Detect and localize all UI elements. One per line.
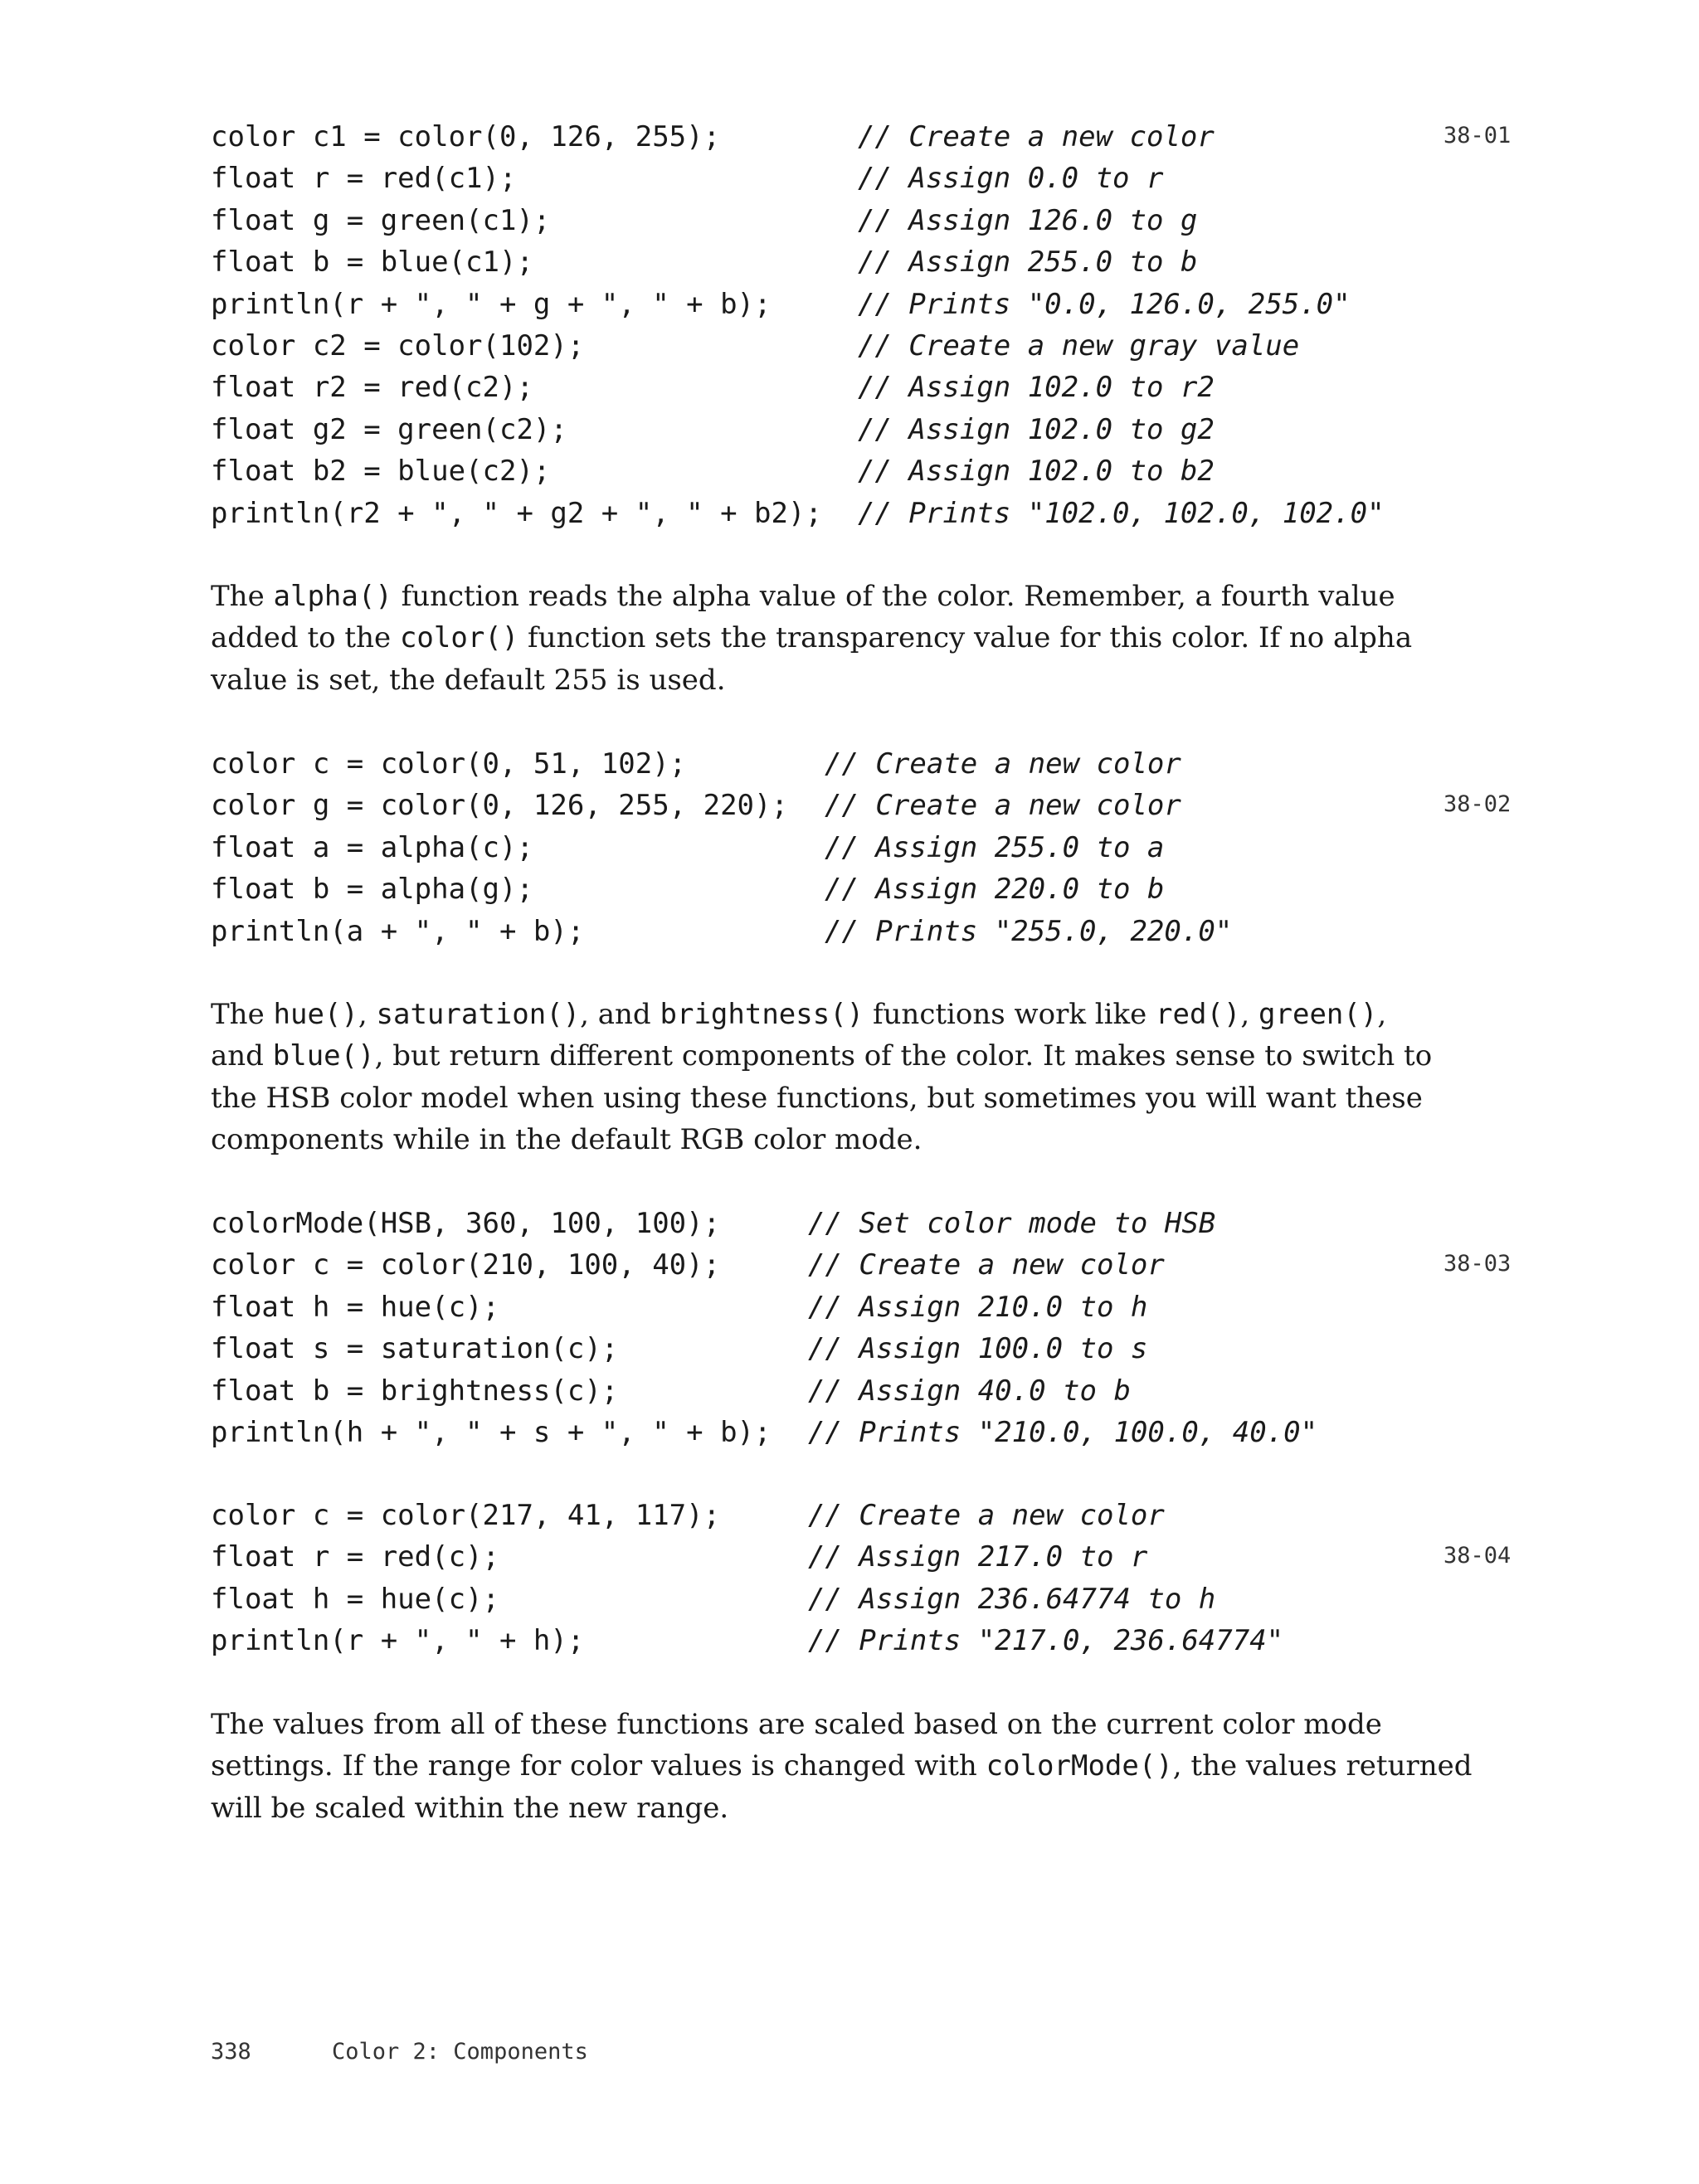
code-statement: float g = green(c1);	[211, 203, 551, 237]
code-comment: // Assign 255.0 to a	[825, 830, 1165, 864]
code-comment: // Assign 126.0 to g	[858, 203, 1198, 237]
code-statement: float h = hue(c);	[211, 1290, 499, 1324]
paragraph-line: value is set, the default 255 is used.	[211, 663, 726, 697]
code-statement: println(a + ", " + b);	[211, 914, 585, 948]
code-comment: // Prints "217.0, 236.64774"	[808, 1624, 1284, 1658]
code-statement: float g2 = green(c2);	[211, 412, 567, 446]
code-comment: // Create a new gray value	[858, 328, 1300, 362]
paragraph-line: will be scaled within the new range.	[211, 1791, 729, 1825]
inline-code: red()	[1156, 998, 1241, 1031]
inline-code: saturation()	[376, 998, 581, 1031]
code-comment: // Assign 217.0 to r	[808, 1540, 1148, 1574]
code-comment: // Create a new color	[808, 1499, 1165, 1532]
paragraph-alpha	[211, 576, 1430, 701]
paragraph-line: The alpha() function reads the alpha value of the color. Remember, a fourth value	[211, 580, 1395, 613]
code-comment: // Assign 210.0 to h	[808, 1290, 1148, 1324]
code-statement: color c = color(210, 100, 40);	[211, 1248, 721, 1282]
code-statement: println(r + ", " + g + ", " + b);	[211, 287, 772, 321]
code-comment: // Prints "0.0, 126.0, 255.0"	[858, 287, 1351, 321]
code-statement: float b2 = blue(c2);	[211, 455, 551, 489]
paragraph-hsb-functions	[211, 994, 1433, 1161]
code-comment: // Assign 100.0 to s	[808, 1332, 1148, 1366]
code-comment: // Create a new color	[825, 789, 1181, 823]
paragraph-line: The hue(), saturation(), and brightness() functions work like red(), green(),	[211, 998, 1387, 1031]
code-comment: // Assign 40.0 to b	[808, 1374, 1131, 1408]
paragraph-scaling	[211, 1704, 1473, 1829]
code-comment: // Prints "255.0, 220.0"	[825, 914, 1233, 948]
inline-code: blue()	[272, 1039, 375, 1073]
code-statement: float r = red(c1);	[211, 162, 517, 196]
paragraph-line: settings. If the range for color values is changed with colorMode(), the values returned	[211, 1749, 1473, 1783]
code-comment: // Create a new color	[808, 1248, 1165, 1282]
inline-code: alpha()	[273, 580, 392, 613]
code-statement: println(h + ", " + s + ", " + b);	[211, 1415, 772, 1449]
code-statement: float r = red(c);	[211, 1540, 499, 1574]
code-comment: // Assign 236.64774 to h	[808, 1582, 1216, 1616]
code-statement: float b = alpha(g);	[211, 873, 533, 907]
code-statement: colorMode(HSB, 360, 100, 100);	[211, 1207, 721, 1240]
code-statement: color c = color(217, 41, 117);	[211, 1499, 721, 1532]
code-comment: // Assign 0.0 to r	[858, 162, 1164, 196]
code-reference-38-02: 38-02	[1443, 791, 1512, 817]
code-statement: float b = blue(c1);	[211, 246, 533, 280]
code-statement: color g = color(0, 126, 255, 220);	[211, 789, 788, 823]
code-statement: float h = hue(c);	[211, 1582, 499, 1616]
code-statement: color c1 = color(0, 126, 255);	[211, 120, 721, 153]
code-comment: // Create a new color	[858, 120, 1215, 153]
code-comment: // Prints "210.0, 100.0, 40.0"	[808, 1415, 1318, 1449]
inline-code: colorMode()	[986, 1749, 1173, 1783]
page-number: 338	[211, 2039, 251, 2065]
section-title: Color 2: Components	[332, 2039, 588, 2065]
inline-code: color()	[399, 621, 519, 655]
code-comment: // Assign 102.0 to b2	[858, 455, 1215, 489]
paragraph-line: added to the color() function sets the transparency value for this color. If no alpha	[211, 621, 1413, 655]
code-statement: float b = brightness(c);	[211, 1374, 619, 1408]
code-statement: float a = alpha(c);	[211, 830, 533, 864]
code-reference-38-04: 38-04	[1443, 1543, 1512, 1569]
paragraph-line: and blue(), but return different components of the color. It makes sense to switch to	[211, 1039, 1433, 1073]
code-comment: // Assign 220.0 to b	[825, 873, 1165, 907]
code-comment: // Assign 255.0 to b	[858, 246, 1198, 280]
code-statement: color c2 = color(102);	[211, 328, 585, 362]
code-statement: println(r2 + ", " + g2 + ", " + b2);	[211, 496, 822, 530]
code-comment: // Assign 102.0 to g2	[858, 412, 1215, 446]
code-statement: float r2 = red(c2);	[211, 371, 533, 405]
inline-code: brightness()	[660, 998, 864, 1031]
code-statement: color c = color(0, 51, 102);	[211, 747, 687, 781]
code-comment: // Create a new color	[825, 747, 1181, 781]
paragraph-line: The values from all of these functions are scaled based on the current color mode	[211, 1708, 1382, 1741]
paragraph-line: components while in the default RGB color mode.	[211, 1123, 923, 1157]
inline-code: green()	[1258, 998, 1378, 1031]
code-reference-38-01: 38-01	[1443, 123, 1512, 148]
code-reference-38-03: 38-03	[1443, 1251, 1512, 1277]
paragraph-line: the HSB color model when using these functions, but sometimes you will want these	[211, 1081, 1423, 1115]
code-comment: // Set color mode to HSB	[808, 1207, 1216, 1240]
code-statement: float s = saturation(c);	[211, 1332, 619, 1366]
code-statement: println(r + ", " + h);	[211, 1624, 585, 1658]
code-comment: // Prints "102.0, 102.0, 102.0"	[858, 496, 1385, 530]
inline-code: hue()	[273, 998, 358, 1031]
code-comment: // Assign 102.0 to r2	[858, 371, 1215, 405]
